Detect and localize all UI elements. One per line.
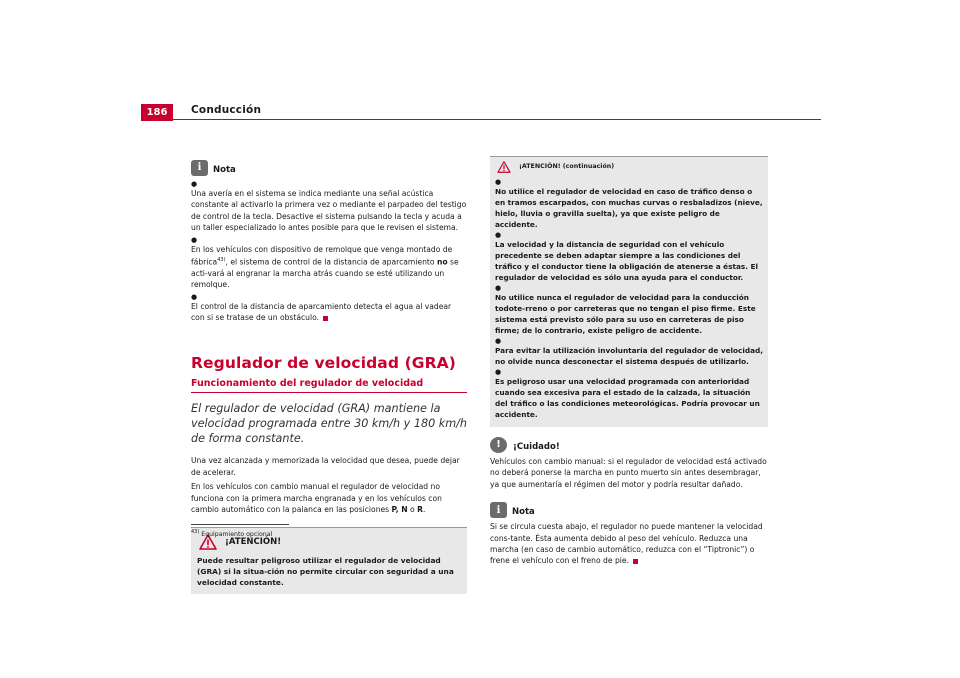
note-bullet-text-pre: En los vehículos con dispositivo de remolque que venga montado de fábrica — [191, 244, 453, 267]
body-paragraph: Una vez alcanzada y memorizada la velocidad que desea, puede dejar de acelerar. — [191, 456, 460, 477]
note-bullet — [191, 180, 467, 234]
warning-bullet — [495, 231, 763, 283]
body-text: o — [407, 505, 418, 515]
warning-bullet-text: Para evitar la utilización involuntaria del regulador de velocidad, no olvide nunca desconectar el sistema después de utilizarlo. — [495, 346, 764, 366]
page-number: 186 — [141, 104, 173, 121]
note-bullet — [191, 236, 467, 291]
bullet-dot: ● — [191, 235, 198, 244]
footnote-mark: 43) — [191, 529, 200, 535]
caution-icon: ! — [490, 437, 507, 453]
note-body: Si se circula cuesta abajo, el regulador no puede mantener la velocidad cons-tante. Ésta aumenta debido al peso del vehículo. Reduzca una marcha (en caso de cambio automático, reduzca con el “Tiptronic”) o frene el vehículo con el freno de pie. — [490, 522, 763, 566]
warning-continuation-box — [490, 156, 768, 427]
note-heading — [191, 160, 467, 176]
bullet-dot: ● — [191, 180, 198, 188]
right-column — [490, 156, 768, 570]
note-bullet-text: Una avería en el sistema se indica mediante una señal acústica constante al activarlo la primera vez o mediante el parpadeo del testigo de control de la tecla. Desactive el sistema pulsando la tecla y acuda a un taller especializado lo antes posible para que le revisen el sistema. — [191, 189, 467, 233]
running-head: Conducción — [191, 104, 262, 116]
bullet-dot: ● — [495, 368, 502, 376]
note-bullet-text-post: se acti-vará al engranar la marcha atrás cuando se esté utilizando un remolque. — [191, 257, 459, 290]
bullet-dot: ● — [495, 337, 502, 345]
body-text: . — [422, 505, 426, 515]
note-text — [490, 521, 768, 567]
body-text: En los vehículos con cambio manual el regulador de velocidad no funciona con la primera marcha engranada y en los vehículos con cambio automático con la palanca en las posiciones — [191, 482, 442, 515]
bullet-dot: ● — [191, 292, 198, 301]
lead-paragraph: El regulador de velocidad (GRA) mantiene la velocidad programada entre 30 km/h y 180 km/h de forma constante. — [191, 402, 468, 446]
warning-bullet-text: Es peligroso usar una velocidad programada con anterioridad cuando sea excesiva para el estado de la calzada, la situación del tráfico o las condiciones meteorológicas. Podría provocar un accidente. — [495, 377, 760, 419]
warning-title: ¡ATENCIÓN! — [225, 536, 282, 547]
note-icon: i — [191, 160, 208, 176]
bullet-dot: ● — [495, 284, 502, 292]
warning-continuation-text — [495, 178, 763, 420]
warning-triangle-icon — [497, 161, 511, 173]
note-title: Nota — [512, 506, 535, 517]
note-heading — [490, 502, 768, 518]
warning-bullet — [495, 284, 763, 336]
end-of-section-icon — [633, 559, 638, 564]
gear-positions: P, N — [391, 505, 408, 515]
caution-text: Vehículos con cambio manual: si el regulador de velocidad está activado no deberá ponerse la marcha en punto muerto sin antes desembragar, ya que aumentaría el régimen del motor y podría resultar dañado. — [490, 457, 767, 489]
footnote-text: Equipamiento opcional — [201, 531, 273, 539]
footnote-rule — [191, 524, 289, 525]
note-bullet-text-mid: , el sistema de control de la distancia de aparcamiento — [225, 257, 437, 267]
end-of-section-icon — [323, 316, 328, 321]
bullet-dot: ● — [495, 178, 502, 186]
bullet-dot: ● — [495, 231, 502, 239]
note-bullet-bold: no — [436, 257, 448, 267]
footnote — [191, 529, 272, 538]
footnote-ref: 43) — [217, 257, 226, 264]
section-title: Regulador de velocidad (GRA) — [191, 353, 456, 372]
subsection-title: Funcionamiento del regulador de velocidad — [191, 378, 467, 393]
warning-bullet-text: No utilice el regulador de velocidad en caso de tráfico denso o en tramos escarpados, con muchas curvas o resbaladizos (nieve, hielo, lluvia o gravilla suelta), ya que existe peligro de accidente. — [495, 187, 763, 229]
gear-position-r: R — [417, 505, 423, 515]
warning-bullet — [495, 368, 763, 420]
header-rule — [141, 119, 821, 120]
caution-heading — [490, 437, 768, 453]
caution-title: ¡Cuidado! — [513, 441, 560, 452]
warning-bullet — [495, 178, 763, 230]
warning-bullet — [495, 337, 763, 367]
note-icon: i — [490, 502, 507, 518]
note-bullet — [191, 293, 467, 324]
warning-continuation-title: ¡ATENCIÓN! (continuación) — [519, 163, 615, 171]
warning-text: Puede resultar peligroso utilizar el regulador de velocidad (GRA) si la situa-ción no permite circular con seguridad a una velocidad constante. — [197, 556, 454, 588]
note-bullet-text: El control de la distancia de aparcamiento detecta el agua al vadear con si se tratase de un obstáculo. — [191, 301, 452, 323]
note-title: Nota — [213, 164, 236, 175]
warning-heading — [495, 161, 763, 173]
warning-bullet-text: No utilice nunca el regulador de velocidad para la conducción todote-rreno o por carreteras que no tengan el piso firme. Este sistema está previsto sólo para su uso en carreteras de piso firme; de lo contrario, existe peligro de accidente. — [495, 293, 756, 335]
body-paragraph — [191, 481, 467, 515]
warning-bullet-text: La velocidad y la distancia de seguridad con el vehículo precedente se deben adaptar siempre a las condiciones del tráfico y el conductor tiene la obligación de atenerse a éstas. El regulador de velocidad es sólo una ayuda para el conductor. — [495, 240, 759, 282]
